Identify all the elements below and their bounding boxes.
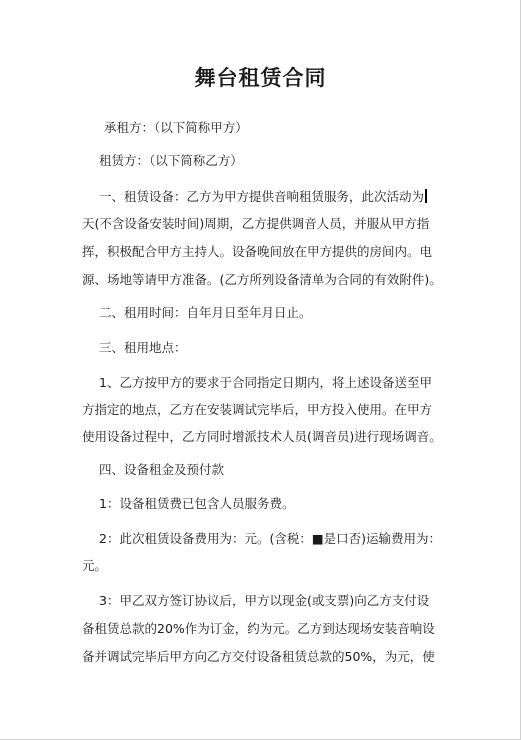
lessor-line: 租赁方：（以下简称乙方） xyxy=(99,153,243,168)
text-cursor xyxy=(425,189,427,203)
section-4-item-3-line-1: 3：甲乙双方签订协议后，甲方以现金(或支票)向乙方支付设 xyxy=(99,593,430,608)
section-4-item-3-line-3: 备并调试完毕后甲方向乙方交付设备租赁总款的50%，为元，使 xyxy=(82,649,435,664)
section-1-line-3: 挥，积极配合甲方主持人。设备晚间放在甲方提供的房间内。电 xyxy=(82,244,433,259)
section-1-line-1 xyxy=(99,183,427,210)
section-4-item-2-line-1: 2：此次租赁设备费用为：元。(含税：■是口否)运输费用为： xyxy=(99,531,442,546)
section-4-item-3-line-2: 备租赁总款的20%作为订金，约为元。乙方到达现场安装音响设 xyxy=(82,621,435,636)
section-1-line-1-text: 一、租赁设备：乙方为甲方提供音响租赁服务，此次活动为 xyxy=(99,189,425,204)
section-2-line: 二、租用时间：自年月日至年月日止。 xyxy=(99,305,312,320)
section-4-item-1: 1：设备租赁费已包含人员服务费。 xyxy=(99,496,295,511)
section-4-heading: 四、设备租金及预付款 xyxy=(99,462,225,477)
section-4-item-2-line-2: 元。 xyxy=(82,558,108,573)
lessee-line: 承租方：（以下简称甲方） xyxy=(104,120,248,135)
section-3-line-1: 1、乙方按甲方的要求于合同指定日期内，将上述设备送至甲 xyxy=(99,375,432,390)
section-3-heading: 三、租用地点： xyxy=(99,340,187,355)
section-1-line-4: 源、场地等请甲方准备。(乙方所列设备清单为合同的有效附件)。 xyxy=(82,272,442,287)
section-3-line-2: 方指定的地点，乙方在安装调试完毕后，甲方投入使用。在甲方 xyxy=(82,402,433,417)
document-title: 舞台租赁合同 xyxy=(194,65,327,90)
section-3-line-3: 使用设备过程中，乙方同时增派技术人员(调音员)进行现场调音。 xyxy=(82,429,442,444)
section-1-line-2: 天(不含设备安装时间)周期，乙方提供调音人员，并服从甲方指 xyxy=(82,216,430,231)
